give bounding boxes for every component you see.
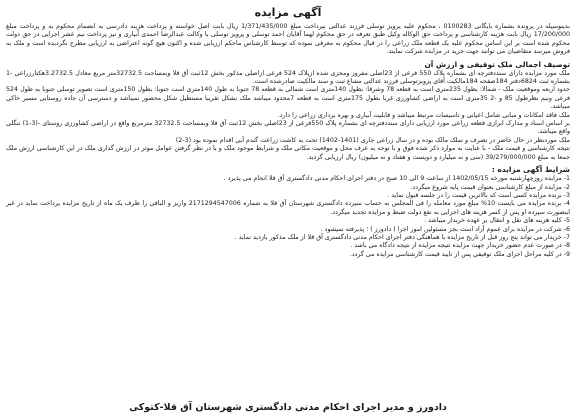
description-paragraph: حدود اربعه وموقعیت ملک - شمالا: بطول 235متری است به قطعه 78 وشرقا: بطول 140متری است شمالی به قطعه 78 جنوبا به طول 140متری است جنوبا: بطول 150متری است تصویر توسلی جنوبا به طول 524 فرعی ونیم نظرطول 85 و -2 35متری است به اراضی کشاورزی غربا بطول 175متری است به قطعه 7محدود میباشد ملک بشکل تقریبا مستطیل شکل محصور نمیباشد و دسترسی آن جاده روستایی مسیر خاکی میباشد. [6, 86, 571, 111]
description-paragraph: ملک مورد مزایده دارای سنددفترچه ای بشماره پلاک 550 فرعی از 23اصلی مفروز ومجزی شده ازپلاک 524 فرعی ازاصلی مذکور بخش 12ثبت آق قلا وبمساحت 32732.5متر مربع معادل 3.2732.5هکتارزراعی -1 بشماره ثبت 6824دفتر 184صفحه 184مالکیت آقای پرویزتوسلی فرزند عدالتی مشاع ثبت و سند مالکیت صادرشده است. [6, 69, 570, 86]
description-paragraph: ملک موردنظر در حال حاضر در تصرف و تملک مالک بوده و در سال زراعی جاری (1401-1402) تحت به کاشت زراعت گندم آبی اقدام نموده بود.(3-2) [175, 136, 570, 144]
intro-paragraph: بدینوسیله در پرونده بشماره بایگانی 0100283 ، محکوم علیه پرویز توسلی فرزند عدالتی بپرداخت مبلغ 1/371/435/000 ریال بابت اصل خواسته و پرداخت هزینه دادرسی به انضمام محکوم به و پرداخت مبلغ 17/200/000 ریال بابت هزینه کارشناسی و پرداخت حق الوکاله وکیل طبق تعرفه در حق محکوم لهما آقایان احمد توسلی و پرویز توسلی با وکالت عبدالرضا احمدی آبیاری و نیز پرداخت نیم عشر اجرایی در حق دولت محکوم شده است بر این اساس محکوم علیه یک قطعه ملک زراعی را در قبال محکوم به معرفی نموده که توسط کارشناس ماحکم ارزیابی شده و اکنون هیچ گونه اعتراضی به ارزیابی مطرح نگردیده است و ملک به فروش میرسد متقاضیان می توانند جهت خرید در مزایده شرکت نمایند. [6, 23, 570, 56]
description-paragraph: بر اساس اسناد و مدارک ابرازی قطعه زراعی مورد ارزیابی دارای سنددفترچه ای بشماره پلاک 550فرعی از 23اصلی بخش 12ثبت آق قلا وبمساحت 32732.5 مترمربع واقع در اراضی کشاورزی روستای -(3-1) تنگلی واقع میباشد. [6, 120, 571, 136]
condition-item: 3- برنده مزایده کسی است که بالاترین قیمت را در جلسه قبول نماید . [387, 191, 570, 199]
property-description-heading: توصیف اجمالی ملک توقیفی و ارزش آن [424, 59, 570, 69]
description-paragraph: ملک فاقد امکانات و مبانی شامل اعیانی و تاسیسات مرتبط میباشد و قابلیت آبیاری و بهره برداری زراعی را دارد. [277, 111, 570, 119]
description-paragraph: نتیجه کارشناسی و قیمت ملک - با عنایت به موارد ذکر شده فوق و با توجه به عرف محل و موقعیت مکانی ملک و شرایط موجود ملک و با در نظر گرفتن عوامل موثر در ارزش گذاری ملک در این کارشناسی ارزش ملک جمعا به مبلغ 39/279/000/000 (سی و نه میلیارد و دویست و هفتاد و نه میلیون) ریال ارزیابی گردید. [6, 145, 570, 161]
condition-item: 6- شرکت در مزایده برای عموم آزاد است بجز مسئولین امور اجرا ( دادورز ) ؛ پذیرفته نمیشود . [320, 225, 570, 233]
signature-footer: دادورز و مدیر اجرای احکام مدنی دادگستری شهرستان آق قلا-کتوکی [129, 402, 447, 413]
condition-item: 9- در کلیه مراحل اجرای ملک توقیفی پس از تایید قیمت کارشناسی مزایده می گردد. [349, 250, 570, 258]
condition-item: 4- برنده مزایده می بایست 10% مبلغ مورد معامله را فی المجلس به حساب سپرده دادگستری شهرستان آق قلا به شماره 2171294547006 واریز و الباقی را ظرف یک ماه از تاریخ مزایده پرداخت نماید در غیر اینصورت سپرده او پس از کسر هزینه های اجرایی به نفع دولت ضبط و مزایده تجدید میگردد. [6, 200, 570, 216]
condition-item: 2- مزایده از مبلغ کارشناسی بعنوان قیمت پایه شروع میگردد. [410, 183, 570, 191]
notice-title: آگهی مزایده [254, 6, 322, 19]
condition-item: 1- مزایده روزچهارشنبه مورخه 1402/05/15 از ساعت 9 الی 10 صبح در دفتر اجرای احکام مدنی دادگستری آق قلا انجام می پذیرد . [223, 175, 570, 183]
condition-item: 8- در صورت عدم حضور خریدار جهت مزایده نتیجه مزایده از نتیجه دادگاه می باشد . [350, 242, 570, 250]
condition-item: 7- خریدار می تواند پنج روز قبل از تاریخ مزایده با هماهنگی دفتر اجرای احکام مدنی دادگستری آق قلا از ملک مذکور بازدید نماید . [234, 233, 570, 241]
condition-item: 5- کلیه هزینه های نقل و انتقال بر عهده خریدار میباشد . [424, 217, 570, 225]
conditions-heading: شرایط آگهی مزایده : [491, 165, 570, 175]
